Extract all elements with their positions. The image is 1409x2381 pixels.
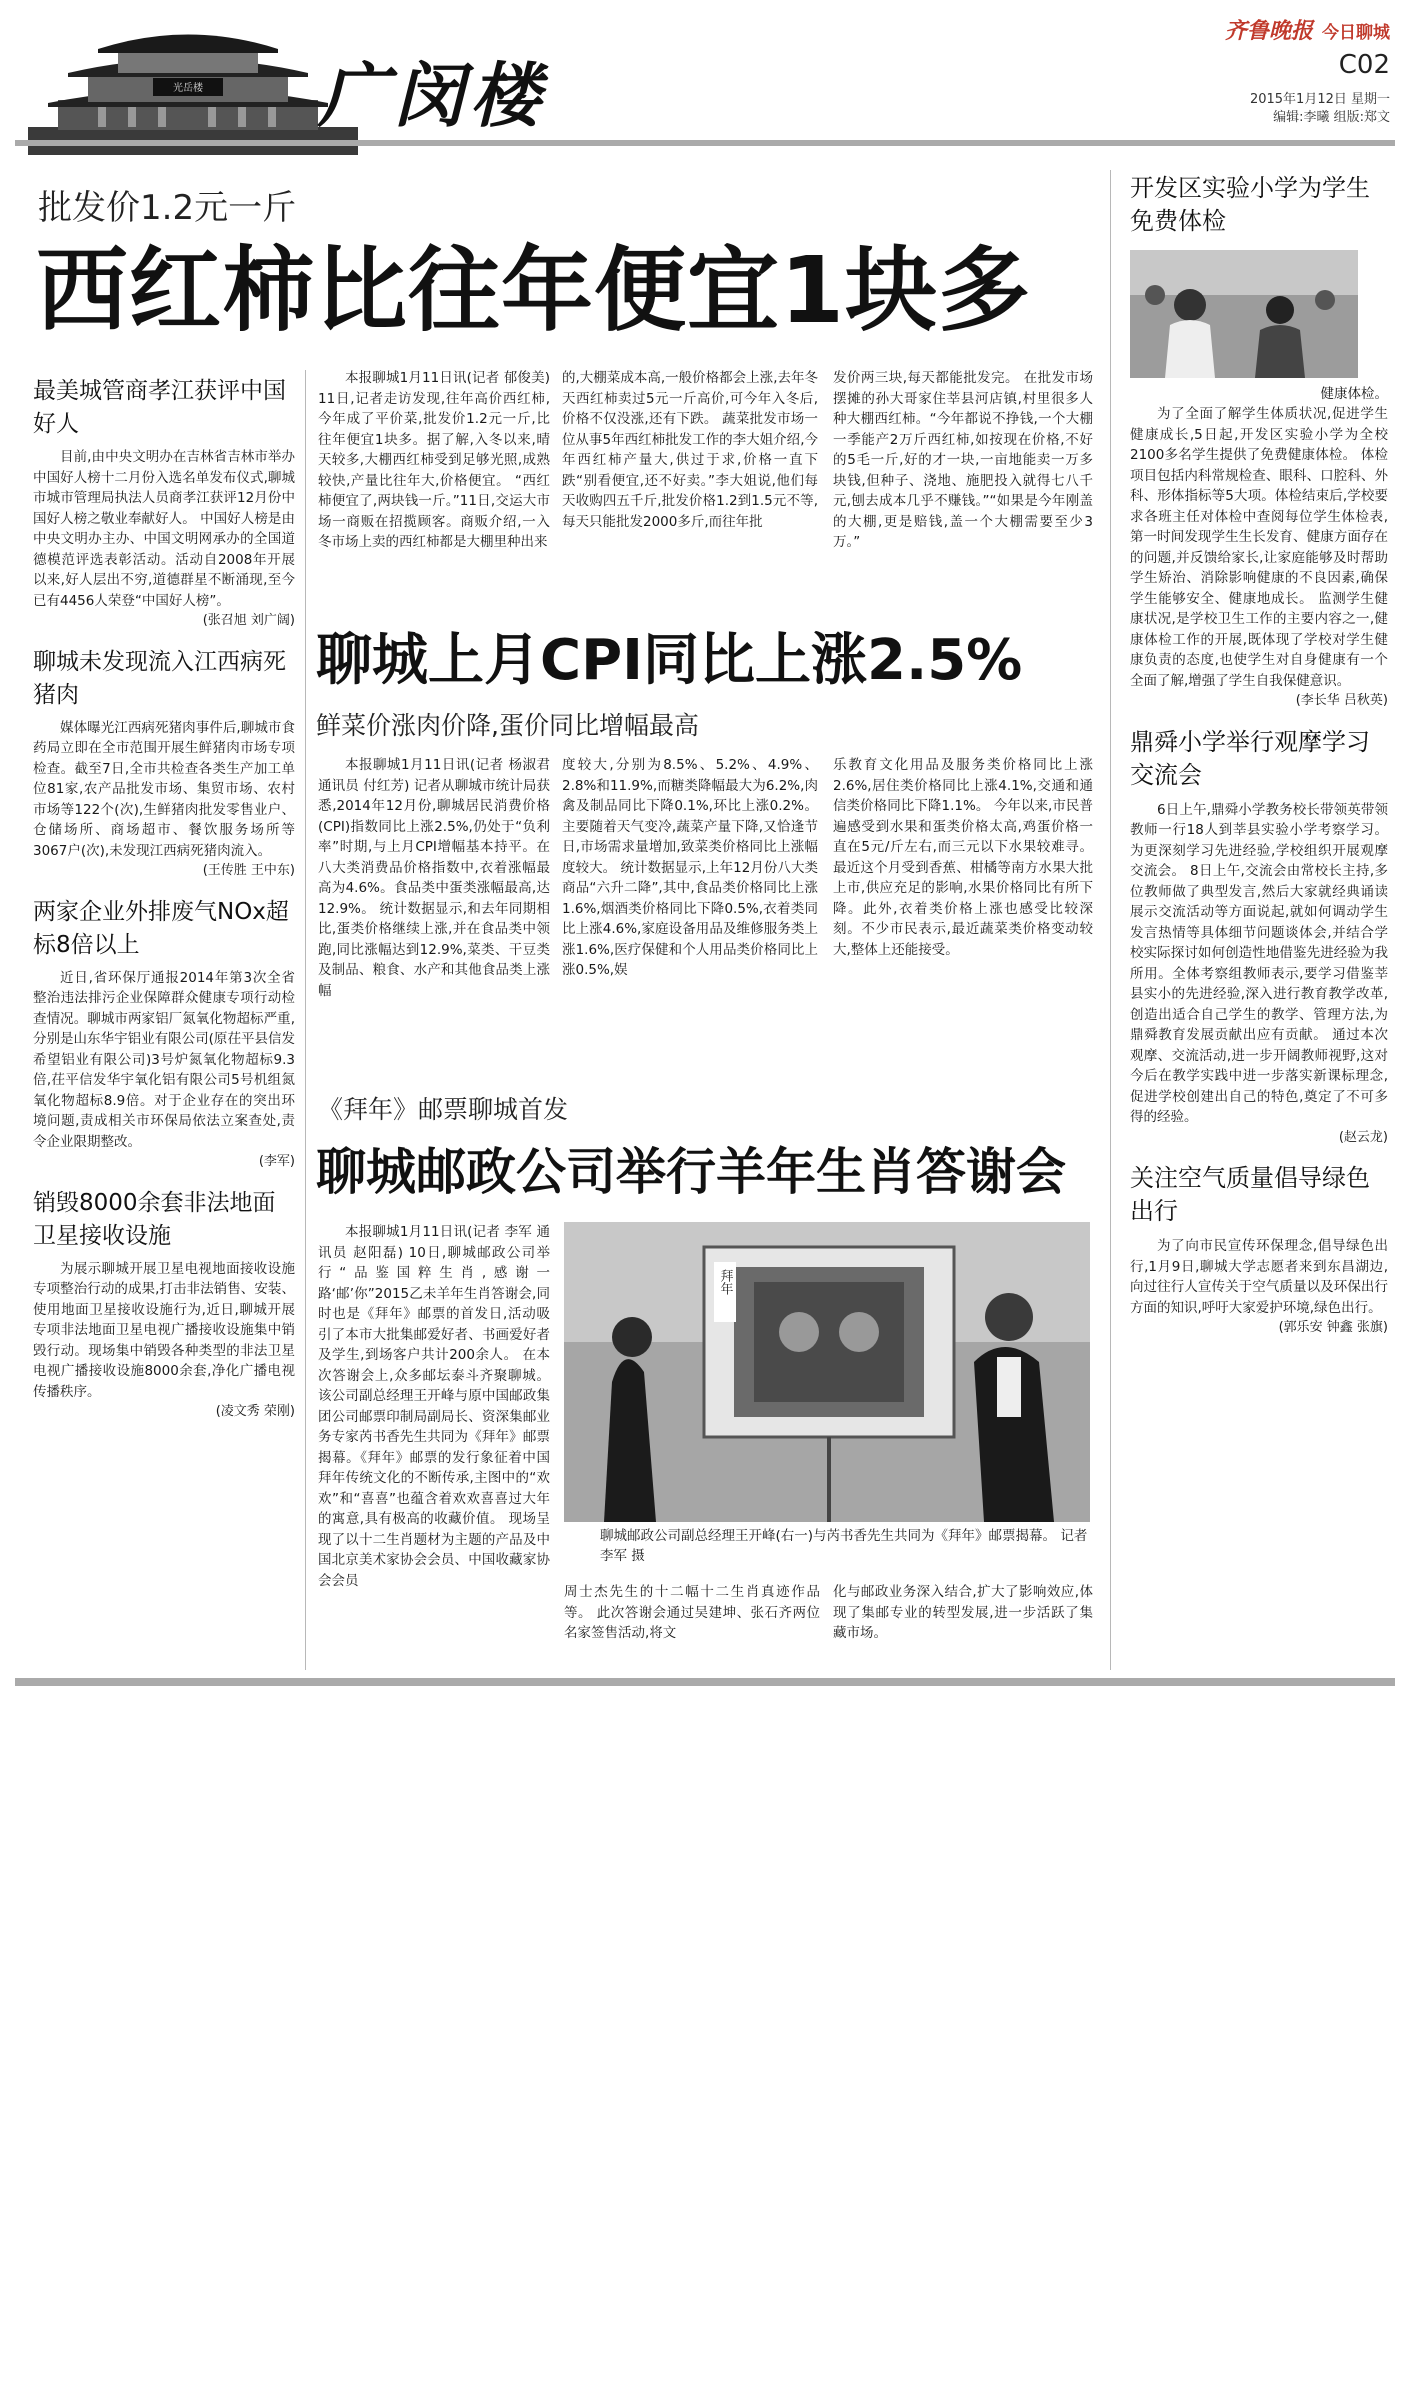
left-story-1-text (33, 447, 295, 632)
section-title: 广闵楼 (318, 54, 546, 137)
masthead-rule (15, 140, 1395, 146)
left-column (33, 375, 295, 1423)
right-story-2-text (1130, 800, 1388, 1149)
post-kicker: 《拜年》邮票聊城首发 (318, 1095, 569, 1124)
right-story-2-title: 鼎舜小学举行观摩学习交流会 (1130, 727, 1370, 789)
right-story-1-byline: (李长华 吕秋英) (1295, 693, 1388, 708)
post-column-3-text: 化与邮政业务深入结合,扩大了影响效应,体现了集邮专业的转型发展,进一步活跃了集藏市场。 (833, 1584, 1093, 1641)
health-check-photo (1130, 250, 1358, 378)
left-story-2-byline: (王传胜 王中东) (202, 863, 295, 878)
cpi-column-2 (562, 755, 818, 981)
right-story-1-text (1130, 404, 1388, 712)
lead-kicker: 批发价1.2元一斤 (38, 188, 297, 228)
cpi-column-3-text: 乐教育文化用品及服务类价格同比上涨2.6%,居住类价格同比上涨4.1%,交通和通信类价格同比下降1.1%。 今年以来,市民普遍感受到水果和蛋类价格太高,鸡蛋价格一直在5元/斤左右,而三元以下水果较难寻。最近这个月受到香蕉、柑橘等南方水果大批上市,供应充足的影响,水果价格同比有所下降。此外,衣着类价格上涨也感受比较深刻。不少市民表示,最近蔬菜类价格变动较大,整体上还能接受。 (833, 757, 1093, 958)
page-number: C02 (1338, 50, 1390, 80)
left-story-3-body: 近日,省环保厅通报2014年第3次全省整治违法排污企业保障群众健康专项行动检查情况。聊城市两家铝厂氮氧化物超标严重,分别是山东华宇铝业有限公司(原茌平县信发希望铝业有限公司)3号炉氮氧化物超标9.3倍,茌平信发华宇氧化铝有限公司5号机组氮氧化物超标8.9倍。对于企业存在的突出环境问题,责成相关市环保局依法立案查处,责令企业限期整改。 (33, 969, 295, 1150)
right-story-2 (1130, 726, 1388, 1149)
right-column (1130, 172, 1388, 1339)
cpi-column-3 (833, 755, 1093, 960)
right-story-3-body: 为了向市民宣传环保理念,倡导绿色出行,1月9日,聊城大学志愿者来到东昌湖边,向过往行人宣传关于空气质量以及环保出行方面的知识,呼吁大家爱护环境,绿色出行。 (1130, 1238, 1388, 1316)
cpi-column-2-text: 度较大,分别为8.5%、5.2%、4.9%、2.8%和11.9%,而糖类降幅最大为6.2%,肉禽及制品同比下降0.1%,环比上涨0.2%。主要随着天气变冷,蔬菜产量下降,又恰逢节日,市场需求量增加,致菜类价格同比上涨幅度较大。 统计数据显示,上年12月份八大类商品“六升二降”,其中,食品类价格同比上涨1.6%,烟酒类价格同比下降0.5%,衣着类同比上涨4.6%,家庭设备用品及维修服务类上涨1.6%,医疗保健和个人用品类价格同比上涨0.5%,娱 (562, 757, 818, 978)
right-story-1 (1130, 172, 1388, 712)
paper-name: 齐鲁晚报 (1224, 19, 1313, 44)
left-story-2-body: 媒体曝光江西病死猪肉事件后,聊城市食药局立即在全市范围开展生鲜猪肉市场专项检查。截至7日,全市共检查各类生产加工单位81家,农产品批发市场、集贸市场、农村市场等122个(次),生鲜猪肉批发零售业户、仓储场所、商场超市、餐饮服务场所等3067户(次),未发现江西病死猪肉流入。 (33, 719, 295, 859)
right-story-3-title: 关注空气质量倡导绿色出行 (1130, 1164, 1370, 1225)
date-line: 2015年1月12日 星期一 (1249, 92, 1390, 107)
right-story-3-text (1130, 1236, 1388, 1339)
left-story-4-title: 销毁8000余套非法地面卫星接收设施 (33, 1189, 276, 1249)
left-story-3-byline: (李军) (258, 1154, 295, 1169)
left-story-3 (33, 896, 295, 1173)
cpi-headline: 聊城上月CPI同比上涨2.5% (316, 628, 1023, 693)
right-story-1-body: 为了全面了解学生体质状况,促进学生健康成长,5日起,开发区实验小学为全校2100多名学生提供了免费健康体检。 体检项目包括内科常规检查、眼科、口腔科、外科、形体指标等5大项。体检结束后,学校要求各班主任对体检中查阅每位学生体检表,第一时间发现学生生长发育、健康方面存在的问题,并反馈给家长,让家庭能够及时帮助学生矫治、消除影响健康的不良因素,确保学生能够安全、健康地成长。 监测学生健康状况,是学校卫生工作的主要内容之一,健康体检工作的开展,既体现了学校对学生健康负责的态度,也使学生对自身健康有一个全面了解,增强了学生自我保健意识。 (1130, 406, 1388, 689)
photo-caption (600, 1526, 1092, 1566)
right-story-3-byline: (郭乐安 钟鑫 张旗) (1278, 1320, 1388, 1335)
left-column-divider (305, 370, 306, 1670)
tower-plaque-text: 光岳楼 (173, 83, 203, 94)
left-story-1 (33, 375, 295, 632)
post-column-2 (564, 1582, 820, 1644)
post-headline: 聊城邮政公司举行羊年生肖答谢会 (316, 1143, 1066, 1201)
left-story-4-body: 为展示聊城开展卫星电视地面接收设施专项整治行动的成果,打击非法销售、安装、使用地面卫星接收设施行为,近日,聊城开展专项非法地面卫星电视广播接收设施集中销毁行动。现场集中销毁各种类型的非法卫星电视广播接收设施8000余套,净化广播电视传播秩序。 (33, 1260, 295, 1400)
masthead (0, 0, 1409, 170)
tower-illustration (28, 15, 358, 155)
editors-line: 编辑:李曦 组版:郑文 (1273, 110, 1390, 125)
right-story-3 (1130, 1162, 1388, 1339)
post-column-1-text: 本报聊城1月11日讯(记者 李军 通讯员 赵阳磊) 10日,聊城邮政公司举行“品鉴国粹生肖,感谢一路‘邮’你”2015乙未羊年生肖答谢会,同时也是《拜年》邮票的首发日,活动吸引了本市大批集邮爱好者、书画爱好者及学生,到场客户共计200余人。 在本次答谢会上,众多邮坛泰斗齐聚聊城。该公司副总经理王开峰与原中国邮政集团公司邮票印制局副局长、资深集邮业务专家芮书香先生共同为《拜年》邮票揭幕。《拜年》邮票的发行象征着中国拜年传统文化的不断传承,主图中的“欢欢”和“喜喜”也蕴含着欢欢喜喜过大年的寓意,具有极高的收藏价值。 现场呈现了以十二生肖题材为主题的产品及中国北京美术家协会会员、中国收藏家协会会员 (318, 1224, 550, 1589)
lead-column-2 (562, 368, 818, 532)
lead-column-3-text: 发价两三块,每天都能批发完。 在批发市场摆摊的孙大哥家住莘县河店镇,村里很多人种大棚西红柿。“今年都说不挣钱,一个大棚一季能产2万斤西红柿,如按现在价格,不好的5毛一斤,好的才一块,一亩地能卖一万多块钱,但种子、浇地、施肥投入就得七八千元,刨去成本几乎不赚钱。”“如果是今年刚盖的大棚,更是赔钱,盖一个大棚需要至少3万。” (833, 370, 1093, 550)
lead-column-1-text: 本报聊城1月11日讯(记者 郁俊美) 11日,记者走访发现,往年高价西红柿,今年成了平价菜,批发价1.2元一斤,比往年便宜1块多。据了解,入冬以来,晴天较多,大棚西红柿受到足够光照,成熟较快,产量比往年大,价格便宜。 “西红柿便宜了,两块钱一斤。”11日,交运大市场一商贩在招揽顾客。商贩介绍,一入冬市场上卖的西红柿都是大棚里种出来 (318, 370, 550, 550)
lead-headline: 西红柿比往年便宜1块多 (36, 237, 1032, 344)
post-column-2-text: 周士杰先生的十二幅十二生肖真迹作品等。 此次答谢会通过吴建坤、张石齐两位名家签售活动,将文 (564, 1584, 820, 1641)
left-story-4 (33, 1187, 295, 1423)
paper-brand (1190, 14, 1390, 45)
right-story-2-byline: (赵云龙) (1338, 1129, 1388, 1145)
photo-caption-text: 聊城邮政公司副总经理王开峰(右一)与芮书香先生共同为《拜年》邮票揭幕。 记者 李军 摄 (600, 1528, 1088, 1564)
health-photo-caption: 健康体检。 (1320, 386, 1388, 402)
right-column-divider (1110, 170, 1111, 1670)
lead-column-1 (318, 368, 550, 553)
stamp-label: 拜年 (717, 1269, 733, 1295)
left-story-2-text (33, 718, 295, 882)
cpi-column-1-text: 本报聊城1月11日讯(记者 杨淑君 通讯员 付红芳) 记者从聊城市统计局获悉,2014年12月份,聊城居民消费价格(CPI)指数同比上涨2.5%,仍处于“负利率”时期,与上月CPI增幅基本持平。在八大类消费品价格指数中,衣着涨幅最高为4.6%。食品类中蛋类涨幅最高,达12.9%。 统计数据显示,和去年同期相比,蛋类价格继续上涨,并在食品类中领跑,同比涨幅达到12.9%,菜类、干豆类及制品、粮食、水产和其他食品类上涨幅 (318, 757, 550, 999)
right-story-1-title: 开发区实验小学为学生免费体检 (1130, 174, 1370, 235)
post-column-1 (318, 1222, 550, 1591)
health-check-illustration (1130, 250, 1358, 378)
left-story-4-byline: (凌文秀 荣刚) (215, 1404, 295, 1419)
left-story-1-title: 最美城管商孝江获评中国好人 (33, 378, 286, 437)
left-story-1-byline: (张召旭 刘广阔) (202, 613, 295, 628)
paper-sub: 今日聊城 (1322, 23, 1390, 43)
left-story-2-title: 聊城未发现流入江西病死猪肉 (33, 648, 286, 708)
left-story-2 (33, 646, 295, 882)
cpi-subhead: 鲜菜价涨肉价降,蛋价同比增幅最高 (316, 711, 699, 740)
stamp-ceremony-illustration (564, 1222, 1090, 1522)
lead-column-3 (833, 368, 1093, 553)
lead-column-2-text: 的,大棚菜成本高,一般价格都会上涨,去年冬天西红柿卖过5元一斤高价,可今年入冬后,价格不仅没涨,还有下跌。 蔬菜批发市场一位从事5年西红柿批发工作的李大姐介绍,今年西红柿产量大,供过于求,价格一直下跌“别看便宜,还不好卖。”李大姐说,他们每天收购四五千斤,批发价格1.2到1.5元不等,每天只能批发2000多斤,而往年批 (562, 370, 818, 530)
left-story-1-body: 目前,由中央文明办在吉林省吉林市举办中国好人榜十二月份入选名单发布仪式,聊城市城市管理局执法人员商孝江获评12月份中国好人榜之敬业奉献好人。 中国好人榜是由中央文明办主办、中国文明网承办的全国道德模范评选表彰活动。活动自2008年开展以来,好人层出不穷,道德群星不断涌现,至今已有4456人荣登“中国好人榜”。 (33, 449, 295, 609)
page-bottom-rule (15, 1678, 1395, 1686)
stamp-ceremony-photo (564, 1222, 1090, 1522)
cpi-column-1 (318, 755, 550, 1001)
left-story-3-title: 两家企业外排废气NOx超标8倍以上 (33, 898, 289, 958)
left-story-3-text (33, 968, 295, 1173)
post-column-3 (833, 1582, 1093, 1644)
left-story-4-text (33, 1259, 295, 1423)
right-story-2-body: 6日上午,鼎舜小学教务校长带领英带领教师一行18人到莘县实验小学考察学习。为更深刻学习先进经验,学校组织开展观摩交流会。 8日上午,交流会由常校长主持,多位教师做了典型发言,然后大家就经典诵读展示交流活动等方面说起,就如何调动学生发言热情等具体细节问题谈体会,并结合学校实际探讨如何创造性地借鉴先进经验为我所用。全体考察组教师表示,要学习借鉴莘县实小的先进经验,深入进行教育教学改革,创造出适合自己学生的教学、管理方法,为鼎舜教育发展贡献出应有贡献。 通过本次观摩、交流活动,进一步开阔教师视野,这对今后在教学实践中进一步落实新课标理念,促进学校创建出自己的特色,奠定了不可多得的经验。 (1130, 801, 1388, 1125)
